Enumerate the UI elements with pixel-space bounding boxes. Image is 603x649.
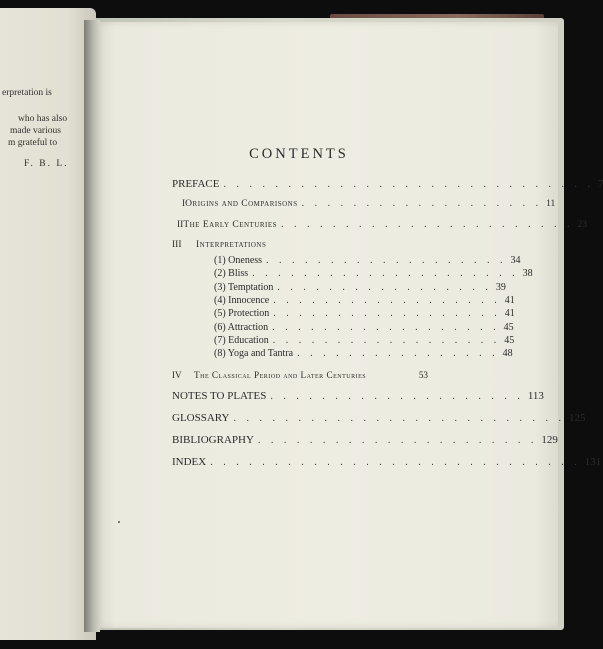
- toc-leader-dots: . . . . . . . . . . . . . . . . . . .: [266, 255, 507, 266]
- toc-entry-label: PREFACE: [172, 178, 220, 190]
- contents-title: CONTENTS: [249, 146, 349, 162]
- toc-entry-label: The Classical Period and Later Centuries: [194, 370, 367, 380]
- page-speck: [118, 521, 120, 523]
- toc-entry-page: 131: [584, 456, 602, 468]
- toc-entry-label: BIBLIOGRAPHY: [172, 434, 254, 446]
- toc-entry-bibliography: [172, 434, 558, 446]
- toc-leader-dots: . . . . . . . . . . . . . . . . . .: [272, 322, 500, 333]
- toc-entry-numeral: II: [177, 220, 184, 230]
- toc-subentry: [214, 295, 515, 306]
- toc-leader-dots: . . . . . . . . . . . . . . . . . .: [272, 335, 501, 346]
- toc-entry-page: 34: [510, 255, 521, 266]
- toc-entry-preface: [172, 178, 603, 190]
- toc-entry-label: (6) Attraction: [214, 322, 269, 333]
- toc-leader-dots: . . . . . . . . . . . . . . . . . . . . . . . . . . . . .: [210, 457, 581, 468]
- toc-leader-dots: . . . . . . . . . . . . . . . . . . . .: [270, 391, 524, 402]
- toc-entry-chapter-2: [177, 219, 588, 230]
- toc-entry-page: 41: [504, 295, 515, 306]
- toc-entry-numeral: I: [182, 199, 186, 209]
- toc-entry-label: (8) Yoga and Tantra: [214, 348, 294, 359]
- toc-entry-page: 53: [418, 370, 428, 380]
- toc-subentry: [214, 322, 514, 333]
- toc-entry-glossary: [172, 412, 586, 424]
- toc-subentry: [214, 308, 515, 319]
- left-page-line: erpretation is: [2, 88, 52, 98]
- toc-entry-page: 23: [577, 220, 588, 230]
- toc-entry-label: (2) Bliss: [214, 268, 249, 279]
- toc-subentry: [214, 282, 506, 293]
- toc-entry-chapter-3: [172, 240, 426, 250]
- left-page: [0, 8, 96, 640]
- toc-leader-dots: . . . . . . . . . . . . . . . . . . . . . .: [257, 435, 538, 446]
- toc-entry-page: 48: [502, 348, 513, 359]
- toc-entry-page: 11: [546, 199, 556, 209]
- toc-entry-label: Origins and Comparisons: [185, 199, 298, 209]
- toc-subentry: [214, 348, 513, 359]
- toc-entry-label: (5) Protection: [214, 308, 270, 319]
- left-page-initials: F. B. L.: [24, 159, 69, 169]
- toc-entry-chapter-4: [172, 370, 428, 380]
- toc-entry-chapter-1: [182, 198, 556, 209]
- toc-entry-index: [172, 456, 602, 468]
- toc-leader-dots: . . . . . . . . . . . . . . . . . .: [273, 295, 501, 306]
- left-page-line: m grateful to: [8, 138, 58, 148]
- toc-entry-label: INDEX: [172, 456, 207, 468]
- toc-leader-dots: . . . . . . . . . . . . . . . . . . . . . . . . . . . . .: [223, 179, 594, 190]
- toc-entry-label: (1) Oneness: [214, 255, 263, 266]
- toc-entry-page: 45: [504, 335, 515, 346]
- toc-entry-label: (4) Innocence: [214, 295, 270, 306]
- toc-entry-label: Interpretations: [196, 240, 267, 250]
- left-page-line: who has also: [18, 114, 68, 124]
- toc-entry-notes: [172, 390, 544, 402]
- toc-leader-dots: . . . . . . . . . . . . . . . .: [297, 348, 499, 359]
- left-page-line: made various: [10, 126, 61, 136]
- toc-entry-numeral: III: [172, 240, 182, 250]
- toc-subentry: [214, 268, 533, 279]
- book-gutter: [84, 20, 100, 632]
- toc-entry-label: The Early Centuries: [183, 220, 278, 230]
- toc-entry-label: (7) Education: [214, 335, 269, 346]
- toc-leader-dots: . . . . . . . . . . . . . . . . . . .: [301, 198, 543, 209]
- toc-leader-dots: . . . . . . . . . . . . . . . . . . . . .: [252, 268, 519, 279]
- toc-entry-label: (3) Temptation: [214, 282, 274, 293]
- toc-leader-dots: . . . . . . . . . . . . . . . . .: [277, 282, 492, 293]
- toc-entry-label: NOTES TO PLATES: [172, 390, 267, 402]
- toc-entry-page: 7: [597, 178, 603, 190]
- toc-leader-dots: . . . . . . . . . . . . . . . . . .: [273, 308, 501, 319]
- toc-leader-dots: . . . . . . . . . . . . . . . . . . . . . . . . . .: [233, 413, 565, 424]
- toc-entry-page: 113: [527, 390, 544, 402]
- toc-entry-label: GLOSSARY: [172, 412, 230, 424]
- toc-entry-page: 125: [568, 412, 586, 424]
- toc-entry-page: 38: [522, 268, 533, 279]
- toc-entry-page: 41: [504, 308, 515, 319]
- toc-entry-page: 39: [495, 282, 506, 293]
- toc-entry-page: 45: [503, 322, 514, 333]
- toc-subentry: [214, 255, 521, 266]
- toc-leader-dots: . . . . . . . . . . . . . . . . . . . . . . .: [281, 219, 574, 230]
- toc-entry-numeral: IV: [172, 370, 182, 380]
- toc-entry-page: 129: [541, 434, 558, 446]
- toc-subentry: [214, 335, 515, 346]
